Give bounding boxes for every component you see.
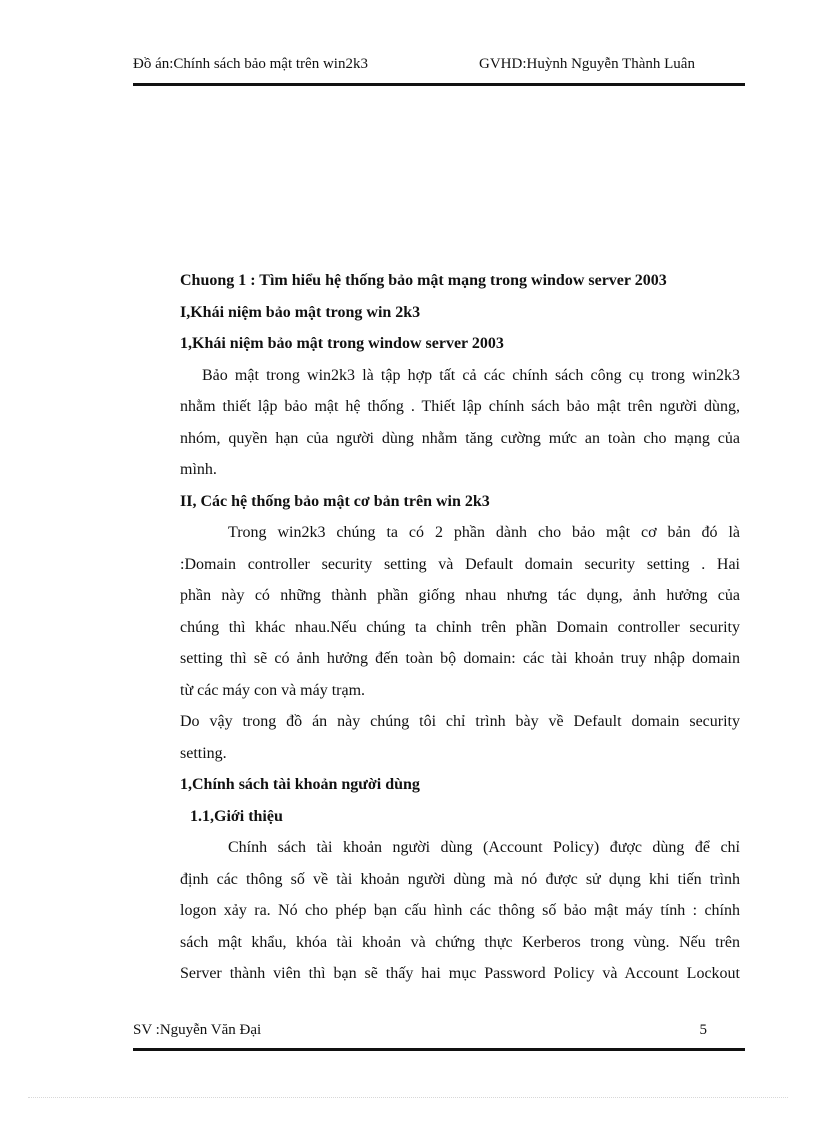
footer-rule [133,1048,745,1051]
paragraph-1-line-2: nhằm thiết lập bảo mật hệ thống . Thiết lập chính sách bảo mật trên người dùng, [180,398,740,415]
paragraph-4-line-1: Chính sách tài khoản người dùng (Account Policy) được dùng để chỉ [228,839,740,856]
paragraph-4-line-2: định các thông số về tài khoản người dùng mà nó được sử dụng khi tiến trình [180,870,740,888]
page-break-dotted-line [28,1097,788,1098]
section-heading-1: I,Khái niệm bảo mật trong win 2k3 [180,303,421,321]
subsection-heading-user-account-policy: 1,Chính sách tài khoản người dùng [180,776,420,793]
paragraph-1-line-1: Bảo mật trong win2k3 là tập hợp tất cả các chính sách công cụ trong win2k3 [202,366,740,384]
paragraph-2-line-3: phần này có những thành phần giống nhau nhưng tác dụng, ảnh hưởng của [180,587,740,604]
page-footer [133,1018,745,1042]
page-header [133,52,745,76]
page-body [180,265,740,990]
paragraph-4-line-4: sách mật khẩu, khóa tài khoản và chứng thực Kerberos trong vùng. Nếu trên [180,933,740,951]
footer-student-name: SV :Nguyễn Văn Đại [133,1022,262,1038]
header-project-title: Đồ án:Chính sách bảo mật trên win2k3 [133,56,368,72]
section-heading-2: II, Các hệ thống bảo mật cơ bản trên win 2k3 [180,492,490,510]
paragraph-2-line-1: Trong win2k3 chúng ta có 2 phần dành cho bảo mật cơ bản đó là [228,524,740,541]
chapter-heading: Chuong 1 : Tìm hiểu hệ thống bảo mật mạng trong window server 2003 [180,272,667,289]
subsection-heading-1-1: 1,Khái niệm bảo mật trong window server 2003 [180,335,504,352]
header-supervisor: GVHD:Huỳnh Nguyễn Thành Luân [479,56,695,72]
paragraph-2-line-6: từ các máy con và máy trạm. [180,681,366,699]
paragraph-4-line-5: Server thành viên thì bạn sẽ thấy hai mục Password Policy và Account Lockout [180,965,740,982]
paragraph-2-line-4: chúng thì khác nhau.Nếu chúng ta chỉnh trên phần Domain controller security [180,618,740,636]
paragraph-2-line-5: setting thì sẽ có ảnh hưởng đến toàn bộ domain: các tài khoản truy nhập domain [180,650,740,667]
paragraph-1-line-3: nhóm, quyền hạn của người dùng nhằm tăng cường mức an toàn cho mạng của [180,429,740,447]
paragraph-1-line-4: mình. [180,461,217,478]
paragraph-4-line-3: logon xảy ra. Nó cho phép bạn cấu hình các thông số bảo mật máy tính : chính [180,902,740,919]
header-rule [133,83,745,86]
paragraph-2-line-2: :Domain controller security setting và Default domain security setting . Hai [180,555,740,573]
subsection-heading-introduction: 1.1,Giới thiệu [190,807,283,825]
page-number: 5 [699,1022,707,1038]
paragraph-3-line-1: Do vậy trong đồ án này chúng tôi chỉ trình bày về Default domain security [180,713,740,730]
paragraph-3-line-2: setting. [180,744,227,762]
